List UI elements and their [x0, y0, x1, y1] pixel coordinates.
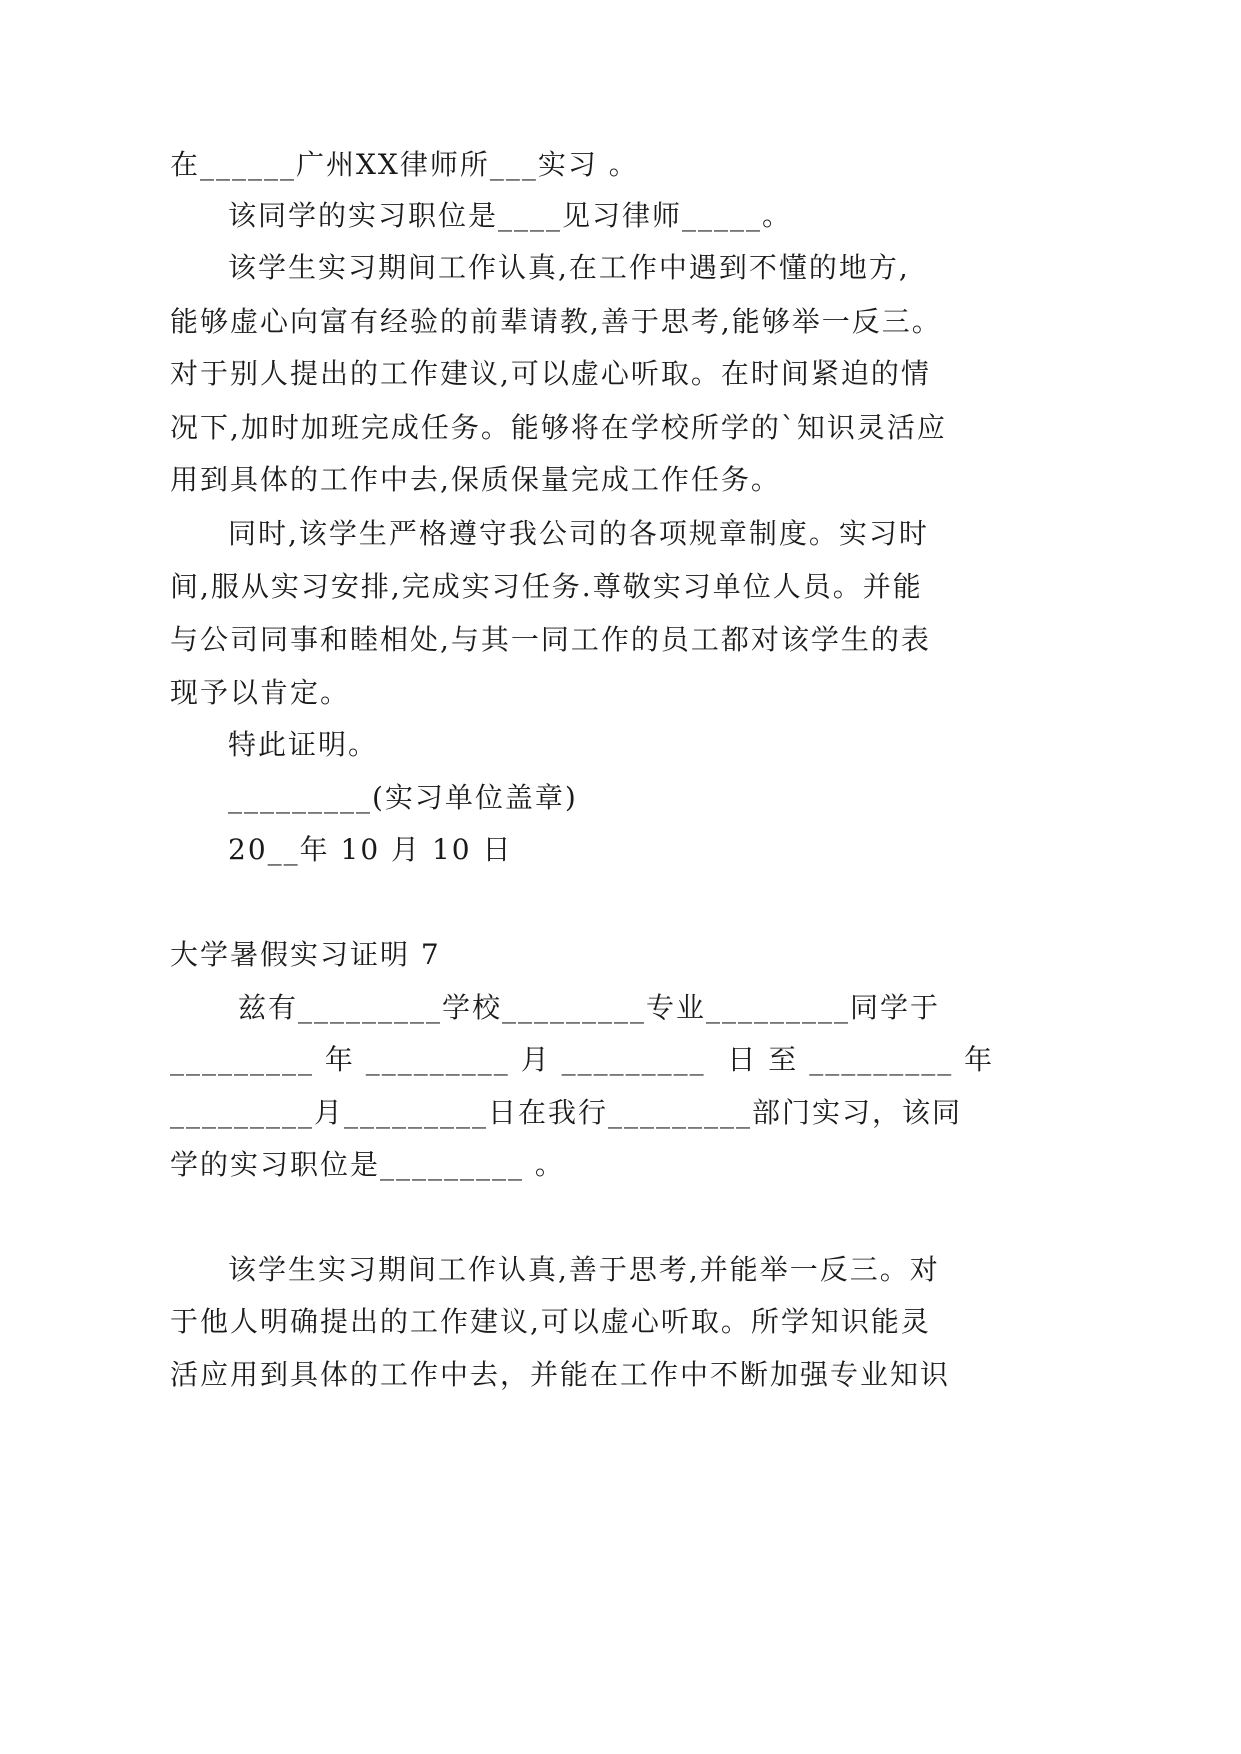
paragraph-line: 能够虚心向富有经验的前辈请教,善于思考,能够举一反三。 — [170, 305, 942, 338]
paragraph-line: 现予以肯定。 — [170, 676, 351, 709]
section-title: 大学暑假实习证明 7 — [170, 938, 441, 971]
closing-text: 特此证明。 — [228, 728, 379, 761]
paragraph-line: 该学生实习期间工作认真,善于思考,并能举一反三。对 — [228, 1253, 940, 1286]
position-line: 该同学的实习职位是____见习律师_____。 — [228, 199, 793, 232]
seal-line: _________(实习单位盖章) — [228, 781, 578, 814]
date-line: 20__年 10 月 10 日 — [228, 833, 513, 866]
paragraph-line: 与公司同事和睦相处,与其一同工作的员工都对该学生的表 — [170, 623, 931, 656]
paragraph-line: 用到具体的工作中去,保质保量完成工作任务。 — [170, 463, 781, 496]
form-line: 兹有_________学校_________专业_________同学于 — [238, 991, 941, 1024]
paragraph-line: 活应用到具体的工作中去，并能在工作中不断加强专业知识 — [170, 1358, 951, 1391]
paragraph-line: 该学生实习期间工作认真,在工作中遇到不懂的地方, — [228, 251, 910, 284]
form-line: 学的实习职位是_________ 。 — [170, 1148, 565, 1181]
placement-line: 在______广州XX律师所___实习 。 — [170, 148, 639, 181]
paragraph-line: 对于别人提出的工作建议,可以虚心听取。在时间紧迫的情 — [170, 357, 931, 390]
form-line: _________月_________日在我行_________部门实习，该同 — [170, 1096, 963, 1129]
paragraph-line: 于他人明确提出的工作建议,可以虚心听取。所学知识能灵 — [170, 1305, 931, 1338]
form-line: _________ 年 _________ 月 _________ 日 至 _________ 年 — [170, 1043, 995, 1076]
paragraph-line: 间,服从实习安排,完成实习任务.尊敬实习单位人员。并能 — [170, 570, 923, 603]
paragraph-line: 同时,该学生严格遵守我公司的各项规章制度。实习时 — [228, 517, 929, 550]
paragraph-line: 况下,加时加班完成任务。能够将在学校所学的`知识灵活应 — [170, 411, 947, 444]
